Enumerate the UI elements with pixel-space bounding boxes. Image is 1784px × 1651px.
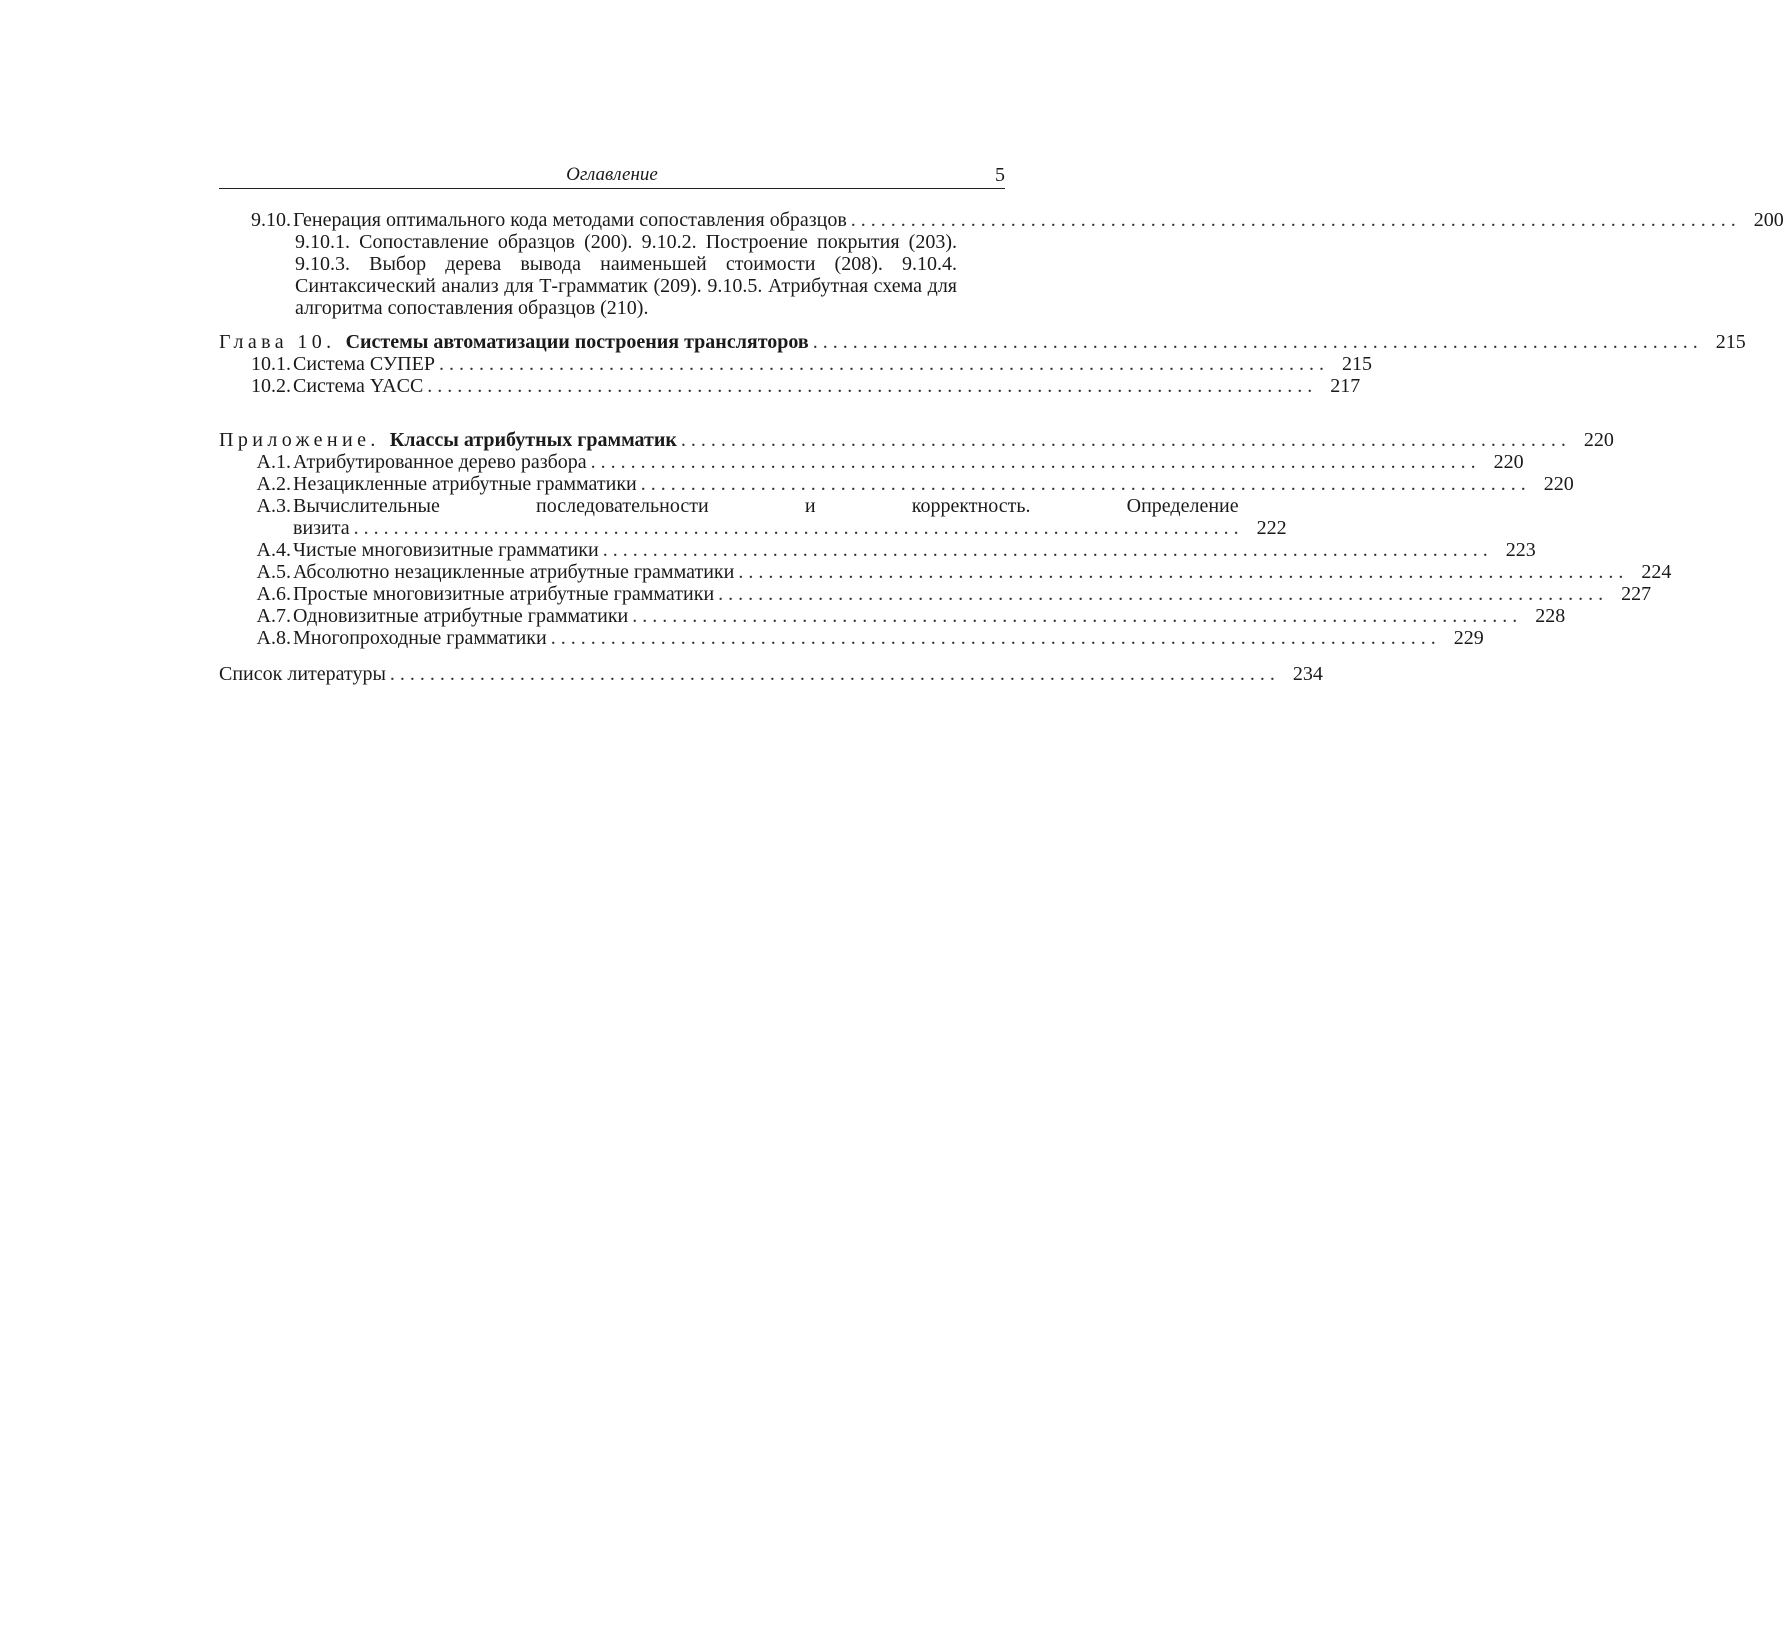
toc-entry-title: Список литературы <box>219 663 386 685</box>
toc-entry-title-line2: визита <box>293 517 350 539</box>
leader-dots <box>677 429 1566 451</box>
leader-dots <box>547 627 1436 649</box>
toc-entry-a-8[interactable] <box>219 627 1484 649</box>
toc-entry-page: 200 <box>1753 209 1784 231</box>
toc-entry-page: 220 <box>1543 473 1574 495</box>
toc-entry-number: А.3. <box>256 495 291 517</box>
toc-entry-title: Незацикленные атрибутные грамматики <box>293 473 637 495</box>
toc-entry-title: Генерация оптимального кода методами сопоставления образцов <box>293 209 847 231</box>
toc-entry-page: 222 <box>1256 517 1287 539</box>
toc-entry-a-3[interactable] <box>219 495 1287 539</box>
toc-entry-number: А.2. <box>256 473 291 495</box>
leader-dots <box>350 517 1239 539</box>
toc-entry-title: Абсолютно незацикленные атрибутные грамматики <box>293 561 735 583</box>
toc-entry-a-7[interactable] <box>219 605 1566 627</box>
toc-entry-title: Простые многовизитные атрибутные грамматики <box>293 583 715 605</box>
toc-entry-title: Одновизитные атрибутные грамматики <box>293 605 629 627</box>
leader-dots <box>637 473 1526 495</box>
toc-entry-page: 215 <box>1341 353 1372 375</box>
running-head <box>219 160 1005 189</box>
toc-entry-title: Многопроходные грамматики <box>293 627 547 649</box>
toc-entry-page: 227 <box>1621 583 1652 605</box>
chapter-title: Системы автоматизации построения трансляторов <box>345 331 809 353</box>
toc-entry-9-10[interactable] <box>219 209 1784 231</box>
toc-entry-number: А.8. <box>256 627 291 649</box>
leader-dots <box>734 561 1623 583</box>
leader-dots <box>714 583 1603 605</box>
toc-entry-a-1[interactable] <box>219 451 1524 473</box>
toc-entry-title: Чистые многовизитные грамматики <box>293 539 599 561</box>
leader-dots <box>847 209 1736 231</box>
subsection-list: 9.10.1. Сопоставление образцов (200). 9.10.2. Построение покрытия (203). 9.10.3. Выбор дерева вывода наименьшей стоимости (208). 9.10.4. Синтаксический анализ для Т-грамматик (209). 9.10.5. Атрибутная схема для алгоритма сопоставления образцов (210). <box>295 231 957 319</box>
table-of-contents <box>219 209 1784 685</box>
leader-dots <box>809 331 1698 353</box>
appendix-title: Классы атрибутных грамматик <box>389 429 677 451</box>
toc-entry-title: Атрибутированное дерево разбора <box>293 451 587 473</box>
toc-entry-title-line1: Вычислительные последовательности и корректность. Определение <box>293 495 1239 517</box>
appendix-label: Приложение. <box>219 429 380 451</box>
toc-entry-number: А.6. <box>256 583 291 605</box>
leader-dots <box>628 605 1517 627</box>
toc-entry-a-2[interactable] <box>219 473 1574 495</box>
toc-entry-page: 217 <box>1330 375 1361 397</box>
toc-entry-10-2[interactable] <box>219 375 1361 397</box>
running-title: Оглавление <box>566 164 658 185</box>
toc-entry-number: 9.10. <box>251 209 291 231</box>
toc-entry-a-6[interactable] <box>219 583 1652 605</box>
chapter-label: Глава 10. <box>219 331 336 353</box>
leader-dots <box>599 539 1488 561</box>
toc-entry-number: 10.1. <box>251 353 291 375</box>
toc-entry-number: А.4. <box>256 539 291 561</box>
leader-dots <box>587 451 1476 473</box>
toc-entry-page: 234 <box>1292 663 1323 685</box>
toc-entry-page: 220 <box>1493 451 1524 473</box>
toc-appendix[interactable] <box>219 429 1614 451</box>
leader-dots <box>435 353 1324 375</box>
toc-entry-title: Система YACC <box>293 375 424 397</box>
leader-dots <box>423 375 1312 397</box>
leader-dots <box>386 663 1275 685</box>
toc-entry-number: А.5. <box>256 561 291 583</box>
toc-entry-page: 229 <box>1453 627 1484 649</box>
toc-entry-a-4[interactable] <box>219 539 1536 561</box>
toc-entry-page: 220 <box>1583 429 1614 451</box>
toc-chapter-10[interactable] <box>219 331 1746 353</box>
toc-entry-page: 224 <box>1641 561 1672 583</box>
toc-entry-number: А.1. <box>256 451 291 473</box>
toc-entry-number: 10.2. <box>251 375 291 397</box>
toc-entry-page: 228 <box>1535 605 1566 627</box>
toc-entry-number: А.7. <box>256 605 291 627</box>
toc-entry-page: 215 <box>1715 331 1746 353</box>
toc-entry-title: Система СУПЕР <box>293 353 435 375</box>
toc-entry-a-5[interactable] <box>219 561 1672 583</box>
toc-entry-page: 223 <box>1505 539 1536 561</box>
book-page <box>219 160 1784 685</box>
toc-entry-10-1[interactable] <box>219 353 1372 375</box>
page-number: 5 <box>995 164 1005 186</box>
toc-bibliography[interactable] <box>219 663 1323 685</box>
